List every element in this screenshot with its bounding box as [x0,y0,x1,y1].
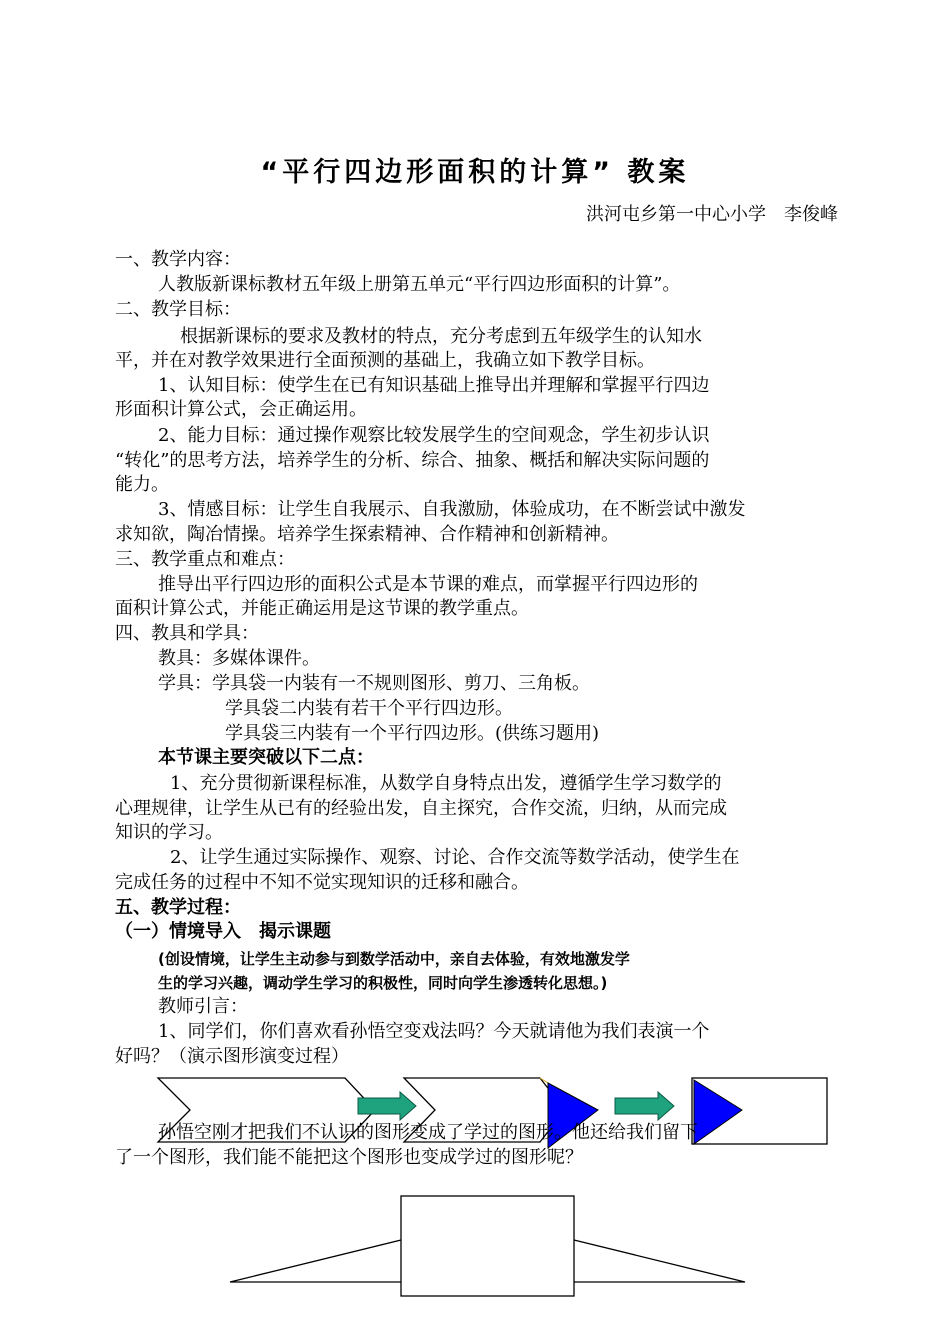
paragraph-line: 学具：学具袋一内装有一不规则图形、剪刀、三角板。 [158,673,590,694]
paragraph-line: 教具：多媒体课件。 [158,648,320,669]
paragraph-line: 3、情感目标：让学生自我展示、自我激励，体验成功，在不断尝试中激发 [158,499,746,520]
left-triangle [230,1240,401,1282]
breakthrough-heading: 本节课主要突破以下二点： [158,747,374,768]
section-heading-process: 五、教学过程： [115,897,241,918]
paragraph-line: 完成任务的过程中不知不觉实现知识的迁移和融合。 [115,872,529,893]
paragraph-line: 1、认知目标：使学生在已有知识基础上推导出并理解和掌握平行四边 [158,375,710,396]
paragraph-line: 1、同学们，你们喜欢看孙悟空变戏法吗？今天就请他为我们表演一个 [158,1021,710,1042]
center-rectangle [401,1196,574,1296]
paragraph-line: 学具袋三内装有一个平行四边形。(供练习题用) [225,723,600,744]
paragraph-line: 人教版新课标教材五年级上册第五单元“平行四边形面积的计算”。 [158,274,681,295]
paragraph-line: 知识的学习。 [115,822,223,843]
paragraph-line: 2、让学生通过实际操作、观察、讨论、合作交流等数学活动，使学生在 [170,847,740,868]
section-heading-tools: 四、教具和学具： [115,623,259,644]
author-line: 洪河屯乡第一中心小学 李俊峰 [586,204,838,225]
paragraph-line: 2、能力目标：通过操作观察比较发展学生的空间观念，学生初步认识 [158,425,710,446]
paragraph-line: 教师引言： [158,996,248,1017]
paragraph-line: 面积计算公式，并能正确运用是这节课的教学重点。 [115,598,529,619]
paragraph-line: 学具袋二内装有若干个平行四边形。 [225,698,513,719]
right-triangle [574,1240,745,1282]
paragraph-line: 能力。 [115,474,169,495]
paragraph-line: 求知欲，陶冶情操。培养学生探索精神、合作精神和创新精神。 [115,524,619,545]
document-title: “平行四边形面积的计算” 教案 [260,157,690,188]
paragraph-line: 心理规律，让学生从已有的经验出发，自主探究，合作交流，归纳，从而完成 [115,798,727,819]
paragraph-line: 孙悟空刚才把我们不认识的图形变成了学过的图形。他还给我们留下 [158,1122,698,1143]
paragraph-line: 了一个图形，我们能不能把这个图形也变成学过的图形呢？ [115,1147,583,1168]
note-line: (创设情境，让学生主动参与到数学活动中，亲自去体验，有效地激发学 [158,950,630,968]
section-heading-goals: 二、教学目标： [115,299,241,320]
section-heading-key-points: 三、教学重点和难点： [115,549,295,570]
paragraph-line: 根据新课标的要求及教材的特点，充分考虑到五年级学生的认知水 [180,326,702,347]
paragraph-line: 好吗？（演示图形演变过程） [115,1046,349,1067]
paragraph-line: 推导出平行四边形的面积公式是本节课的难点，而掌握平行四边形的 [158,574,698,595]
paragraph-line: 形面积计算公式，会正确运用。 [115,399,367,420]
paragraph-line: 1、充分贯彻新课程标准，从数学自身特点出发，遵循学生学习数学的 [170,773,722,794]
section-heading-content: 一、教学内容： [115,249,241,270]
subsection-heading-intro: （一）情境导入 揭示课题 [115,921,331,942]
paragraph-line: “转化”的思考方法，培养学生的分析、综合、抽象、概括和解决实际问题的 [115,450,710,471]
note-line: 生的学习兴趣，调动学生学习的积极性，同时向学生渗透转化思想。) [158,974,608,992]
paragraph-line: 平，并在对教学效果进行全面预测的基础上，我确立如下教学目标。 [115,350,655,371]
